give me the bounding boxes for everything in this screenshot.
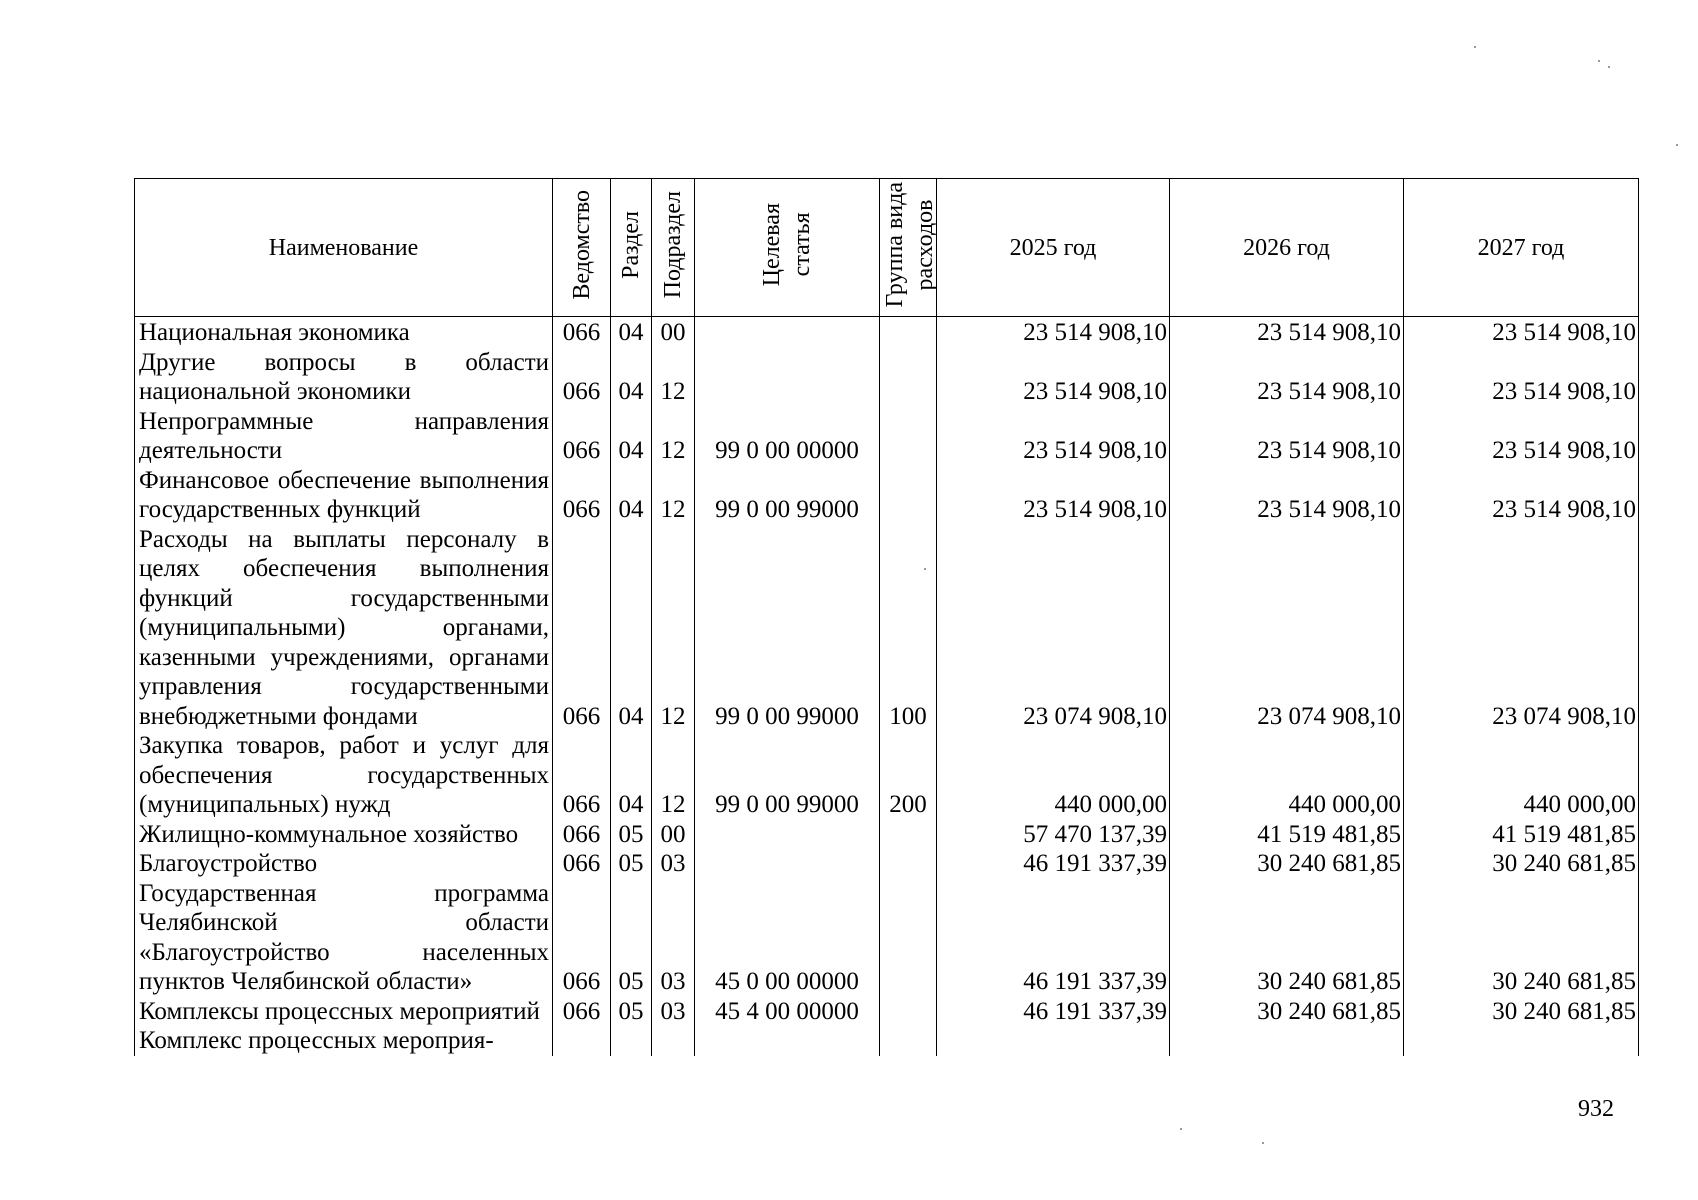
row-podrazdel: 00	[652, 820, 695, 850]
row-podrazdel: 12	[652, 466, 695, 525]
row-amount-2025: 23 514 908,10	[937, 407, 1170, 466]
row-razdel: 04	[611, 348, 652, 407]
row-podrazdel: 00	[652, 317, 695, 348]
row-amount-2026: 30 240 681,85	[1170, 879, 1404, 997]
row-amount-2025	[937, 1026, 1170, 1056]
row-celevaya-statya: 99 0 00 00000	[695, 407, 880, 466]
table-row	[135, 1026, 1639, 1056]
row-amount-2026: 30 240 681,85	[1170, 849, 1404, 879]
row-amount-2026: 23 514 908,10	[1170, 317, 1404, 348]
scan-speck	[1180, 1128, 1182, 1130]
row-amount-2027: 30 240 681,85	[1404, 849, 1639, 879]
scan-speck	[924, 568, 926, 570]
row-vedomstvo: 066	[553, 348, 611, 407]
row-amount-2027: 23 514 908,10	[1404, 317, 1639, 348]
table-row	[135, 466, 1639, 525]
row-amount-2027	[1404, 1026, 1639, 1056]
row-podrazdel: 03	[652, 849, 695, 879]
row-razdel: 04	[611, 317, 652, 348]
row-name: Жилищно-коммунальное хозяйство	[135, 820, 553, 850]
row-podrazdel: 12	[652, 348, 695, 407]
row-amount-2025: 46 191 337,39	[937, 879, 1170, 997]
row-gruppa-vida: 100	[880, 525, 937, 732]
row-amount-2025: 23 514 908,10	[937, 348, 1170, 407]
scan-speck	[1598, 60, 1600, 62]
row-podrazdel: 12	[652, 407, 695, 466]
row-name: Комплекс процессных мероприя-	[135, 1026, 553, 1056]
row-celevaya-statya	[695, 1026, 880, 1056]
row-celevaya-statya: 45 4 00 00000	[695, 997, 880, 1027]
row-amount-2025: 46 191 337,39	[937, 997, 1170, 1027]
row-name: Национальная экономика	[135, 317, 553, 348]
row-amount-2027: 23 514 908,10	[1404, 348, 1639, 407]
row-gruppa-vida	[880, 348, 937, 407]
header-celevaya-statya: Целевая статья	[695, 179, 880, 317]
header-name: Наименование	[135, 179, 553, 317]
row-celevaya-statya	[695, 820, 880, 850]
page-number: 932	[1578, 1096, 1614, 1122]
row-amount-2025: 23 514 908,10	[937, 317, 1170, 348]
row-name: Непрограммные направления деятельности	[135, 407, 553, 466]
row-vedomstvo: 066	[553, 731, 611, 820]
row-name: Комплексы процессных мероприятий	[135, 997, 553, 1027]
row-vedomstvo: 066	[553, 317, 611, 348]
row-amount-2026: 23 514 908,10	[1170, 348, 1404, 407]
row-razdel: 04	[611, 466, 652, 525]
row-gruppa-vida	[880, 997, 937, 1027]
table-header	[135, 179, 1639, 317]
row-name: Расходы на выплаты персоналу в целях обеспечения выполнения функций государственными (муниципальными) органами, казенными учреждениями, органами управления государственными внебюджетными фондами	[135, 525, 553, 732]
header-podrazdel: Подраздел	[652, 179, 695, 317]
row-amount-2027: 30 240 681,85	[1404, 879, 1639, 997]
row-amount-2027: 23 514 908,10	[1404, 407, 1639, 466]
table-row	[135, 820, 1639, 850]
row-podrazdel: 03	[652, 997, 695, 1027]
row-celevaya-statya: 99 0 00 99000	[695, 731, 880, 820]
row-amount-2026: 440 000,00	[1170, 731, 1404, 820]
table-row	[135, 879, 1639, 997]
row-amount-2025: 57 470 137,39	[937, 820, 1170, 850]
row-razdel: 04	[611, 525, 652, 732]
row-podrazdel: 12	[652, 525, 695, 732]
header-gruppa-vida: Группа вида расходов	[880, 179, 937, 317]
table-row	[135, 317, 1639, 348]
row-name: Другие вопросы в области национальной экономики	[135, 348, 553, 407]
table-row	[135, 731, 1639, 820]
row-amount-2026	[1170, 1026, 1404, 1056]
table-row	[135, 407, 1639, 466]
row-amount-2025: 23 514 908,10	[937, 466, 1170, 525]
row-podrazdel: 12	[652, 731, 695, 820]
table-body	[135, 317, 1639, 1056]
row-vedomstvo: 066	[553, 820, 611, 850]
row-amount-2025: 46 191 337,39	[937, 849, 1170, 879]
row-amount-2027: 23 514 908,10	[1404, 466, 1639, 525]
scan-speck	[1676, 144, 1678, 146]
row-amount-2026: 23 514 908,10	[1170, 407, 1404, 466]
budget-table	[134, 178, 1639, 1056]
scan-speck	[1262, 1142, 1264, 1144]
row-razdel: 04	[611, 731, 652, 820]
row-amount-2026: 23 074 908,10	[1170, 525, 1404, 732]
row-gruppa-vida	[880, 849, 937, 879]
row-gruppa-vida: 200	[880, 731, 937, 820]
table-row	[135, 997, 1639, 1027]
row-vedomstvo: 066	[553, 849, 611, 879]
row-gruppa-vida	[880, 407, 937, 466]
row-celevaya-statya	[695, 317, 880, 348]
row-amount-2026: 41 519 481,85	[1170, 820, 1404, 850]
header-year-2025: 2025 год	[937, 179, 1170, 317]
row-gruppa-vida	[880, 317, 937, 348]
row-razdel: 05	[611, 849, 652, 879]
table-row	[135, 525, 1639, 732]
row-gruppa-vida	[880, 879, 937, 997]
row-celevaya-statya: 99 0 00 99000	[695, 466, 880, 525]
row-vedomstvo: 066	[553, 525, 611, 732]
row-razdel: 05	[611, 820, 652, 850]
header-year-2026: 2026 год	[1170, 179, 1404, 317]
row-vedomstvo: 066	[553, 407, 611, 466]
row-vedomstvo: 066	[553, 879, 611, 997]
row-amount-2027: 23 074 908,10	[1404, 525, 1639, 732]
row-amount-2026: 30 240 681,85	[1170, 997, 1404, 1027]
row-razdel: 05	[611, 879, 652, 997]
row-name: Финансовое обеспечение выполнения государственных функций	[135, 466, 553, 525]
row-amount-2025: 23 074 908,10	[937, 525, 1170, 732]
row-vedomstvo: 066	[553, 997, 611, 1027]
header-vedomstvo: Ведомство	[553, 179, 611, 317]
row-podrazdel	[652, 1026, 695, 1056]
row-amount-2026: 23 514 908,10	[1170, 466, 1404, 525]
row-celevaya-statya	[695, 849, 880, 879]
header-razdel: Раздел	[611, 179, 652, 317]
scan-speck	[1474, 46, 1476, 48]
table-row	[135, 849, 1639, 879]
row-amount-2027: 440 000,00	[1404, 731, 1639, 820]
row-amount-2027: 30 240 681,85	[1404, 997, 1639, 1027]
table-row	[135, 348, 1639, 407]
row-name: Закупка товаров, работ и услуг для обеспечения государственных (муниципальных) нужд	[135, 731, 553, 820]
row-razdel: 04	[611, 407, 652, 466]
row-razdel: 05	[611, 997, 652, 1027]
row-name: Благоустройство	[135, 849, 553, 879]
row-razdel	[611, 1026, 652, 1056]
row-amount-2027: 41 519 481,85	[1404, 820, 1639, 850]
row-gruppa-vida	[880, 466, 937, 525]
row-amount-2025: 440 000,00	[937, 731, 1170, 820]
row-gruppa-vida	[880, 1026, 937, 1056]
row-podrazdel: 03	[652, 879, 695, 997]
row-vedomstvo: 066	[553, 466, 611, 525]
row-gruppa-vida	[880, 820, 937, 850]
header-year-2027: 2027 год	[1404, 179, 1639, 317]
row-celevaya-statya: 45 0 00 00000	[695, 879, 880, 997]
row-celevaya-statya	[695, 348, 880, 407]
row-celevaya-statya: 99 0 00 99000	[695, 525, 880, 732]
scan-speck	[1608, 66, 1610, 68]
row-vedomstvo	[553, 1026, 611, 1056]
row-name: Государственная программа Челябинской области «Благоустройство населенных пунктов Челябинской области»	[135, 879, 553, 997]
